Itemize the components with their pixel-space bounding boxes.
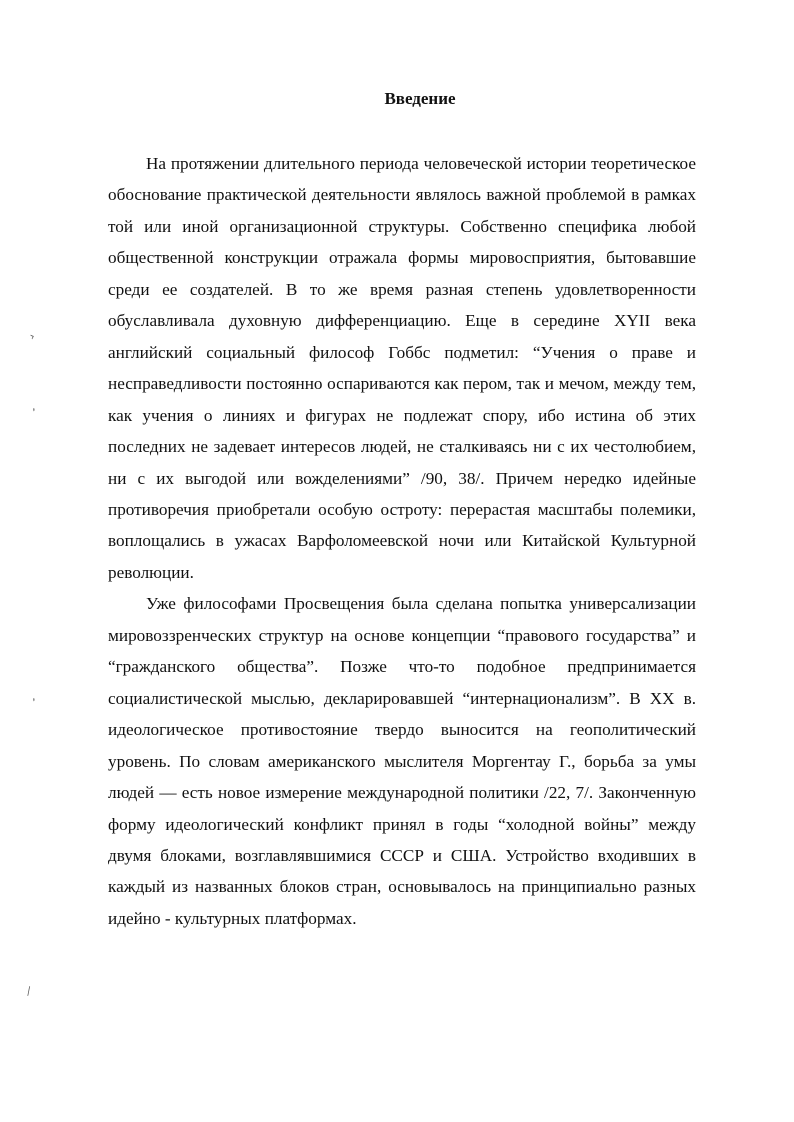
margin-mark: ‚ <box>28 399 37 414</box>
margin-mark: ⁄ <box>25 985 33 998</box>
page-title: Введение <box>384 89 456 108</box>
paragraph-1: На протяжении длительного периода человеческой истории теоретическое обоснование практической деятельности являлось важной проблемой в рамках той или иной организационной структуры. Собственно специфика любой общественной конструкции отражала формы мировосприятия, бытовавшие среди ее создателей. В то же время разная степень удовлетворенности обуславливала духовную дифференциацию. Еще в середине XYII века английский социальный философ Гоббс подметил: “Учения о праве и несправедливости постоянно оспариваются как пером, так и мечом, между тем, как учения о линиях и фигурах не подлежат спору, ибо истина об этих последних не задевает интересов людей, не сталкиваясь ни с их честолюбием, ни с их выгодой или вожделениями” /90, 38/. Причем нередко идейные противоречия приобретали особую остроту: перерастая масштабы полемики, воплощались в ужасах Варфоломеевской ночи или Китайской Культурной революции. <box>108 154 696 582</box>
margin-mark: › <box>27 329 37 344</box>
body-text <box>108 148 696 934</box>
margin-mark: ‚ <box>28 689 37 704</box>
paragraph-2: Уже философами Просвещения была сделана попытка универсализации мировоззренческих структур на основе концепции “правового государства” и “гражданского общества”. Позже что-то подобное предпринимается социалистической мыслью, декларировавшей “интернационализм”. В XX в. идеологическое противостояние твердо выносится на геополитический уровень. По словам американского мыслителя Моргентау Г., борьба за умы людей — есть новое измерение международной политики /22, 7/. Законченную форму идеологический конфликт принял в годы “холодной войны” между двумя блоками, возглавлявшимися СССР и США. Устройство входивших в каждый из названных блоков стран, основывалось на принципиально разных идейно - культурных платформах. <box>108 594 696 928</box>
